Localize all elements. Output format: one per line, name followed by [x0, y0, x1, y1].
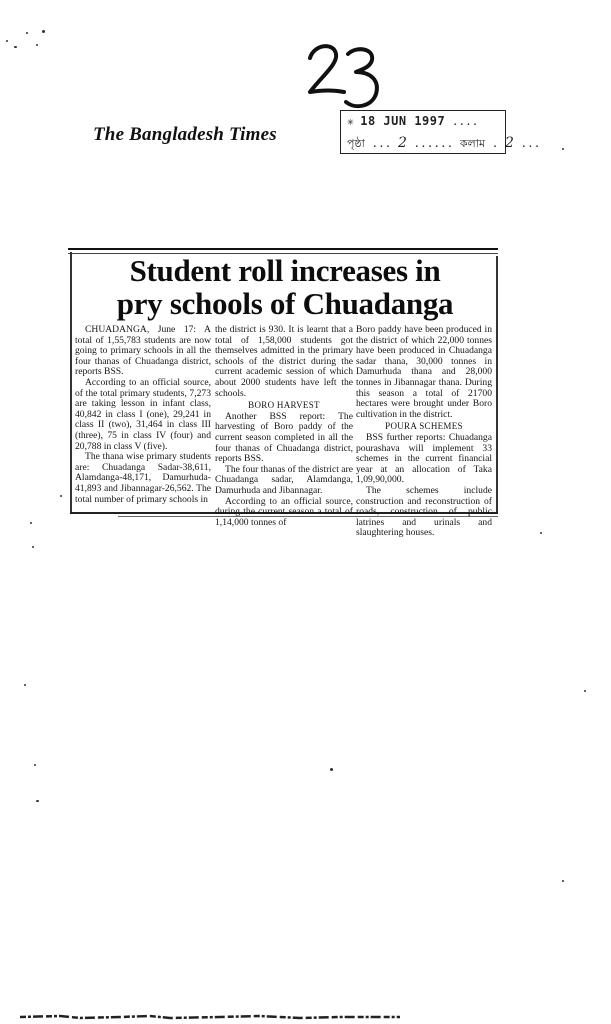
- scan-speck: [60, 495, 62, 497]
- paragraph: Boro paddy have been produced in the district of which 22,000 tonnes have been produced in Chuadanga sadar thana, 30,000 tonnes in Damurhuda thana and 28,000 tonnes in Jibannagar thana. During this season a total of 21700 hectares were brought under Boro cultivation in the district.: [356, 324, 492, 420]
- scan-speck: [26, 32, 28, 34]
- scan-speck: [36, 800, 39, 802]
- stamp-field-right-value: 2: [504, 135, 514, 151]
- scan-speck: [36, 44, 38, 46]
- scan-speck: [6, 40, 8, 42]
- paragraph: According to an official source, of the total primary students, 7,273 are taking lesson in infant class, 40,842 in class I (one), 29,241 in class II (two), 31,464 in class III (three), 75 in class IV (four) and 20,788 in class V (five).: [75, 376, 211, 452]
- subheading: POURA SCHEMES: [385, 421, 463, 432]
- paragraph: The four thanas of the district are Chuadanga sadar, Alamdanga, Damurhuda and Jibannagar.: [215, 463, 353, 496]
- scan-speck: [24, 684, 26, 686]
- stamp-field-left-value: 2: [397, 135, 407, 151]
- article-headline: [72, 254, 498, 320]
- headline-line-1: Student roll increases in: [129, 253, 441, 288]
- newspaper-masthead: The Bangladesh Times: [93, 124, 277, 145]
- paragraph: CHUADANGA, June 17: A total of 1,55,783 students are now going to primary schools in all the four thanas of Chuadanga district, reports BSS.: [75, 324, 211, 378]
- scan-speck: [584, 690, 586, 692]
- article-column-1: [75, 325, 211, 505]
- scan-speck: [32, 546, 34, 548]
- paragraph: the district is 930. It is learnt that a total of 1,58,000 students got themselves admitted in the primary schools of the district during the current academic session of which about 2000 students have left the schools.: [215, 324, 353, 399]
- paragraph: According to an official source, during the current season a total of 1,14,000 tonnes of: [215, 495, 353, 528]
- stamp-date: 18 JUN 1997: [360, 114, 446, 128]
- scan-speck: [14, 46, 17, 48]
- scan-speck: [30, 522, 32, 524]
- paragraph: The schemes include construction and reconstruction of roads, construction of public latrines and urinals and slaughtering houses.: [356, 484, 492, 539]
- paragraph: BSS further reports: Chuadanga pourashava will implement 33 schemes in the current financial year at an allocation of Taka 1,09,90,000.: [356, 431, 492, 486]
- scan-speck: [562, 880, 564, 882]
- subheading: BORO HARVEST: [248, 400, 320, 411]
- scan-speck: [330, 768, 333, 771]
- scan-edge-noise: [20, 1014, 400, 1020]
- article-top-rule: [68, 248, 498, 250]
- handwritten-number: [300, 40, 390, 120]
- stamp-field-left-label: পৃষ্ঠা: [347, 137, 365, 150]
- headline-line-2: pry schools of Chuadanga: [116, 286, 454, 321]
- scan-speck: [540, 532, 542, 534]
- scan-speck: [42, 30, 45, 33]
- date-stamp: ✳ 18 JUN 1997 .... পৃষ্ঠা ... 2 ...... কলাম . 2 ...: [340, 110, 506, 154]
- scan-speck: [34, 764, 36, 766]
- paragraph: The thana wise primary students are: Chuadanga Sadar-38,611, Alamdanga-48,171, Damurhuda-41,893 and Jibannagar-26,562. The total number of primary schools in: [75, 451, 211, 505]
- article-column-3: [356, 325, 492, 539]
- scan-speck: [562, 148, 564, 150]
- article-column-2: [215, 325, 353, 528]
- stamp-mark-icon: ✳: [347, 115, 361, 128]
- stamp-field-right-label: কলাম: [459, 137, 486, 150]
- paragraph: Another BSS report: The harvesting of Boro paddy of the current season completed in all the four thanas of Chuadanga district, reports BSS.: [215, 410, 353, 465]
